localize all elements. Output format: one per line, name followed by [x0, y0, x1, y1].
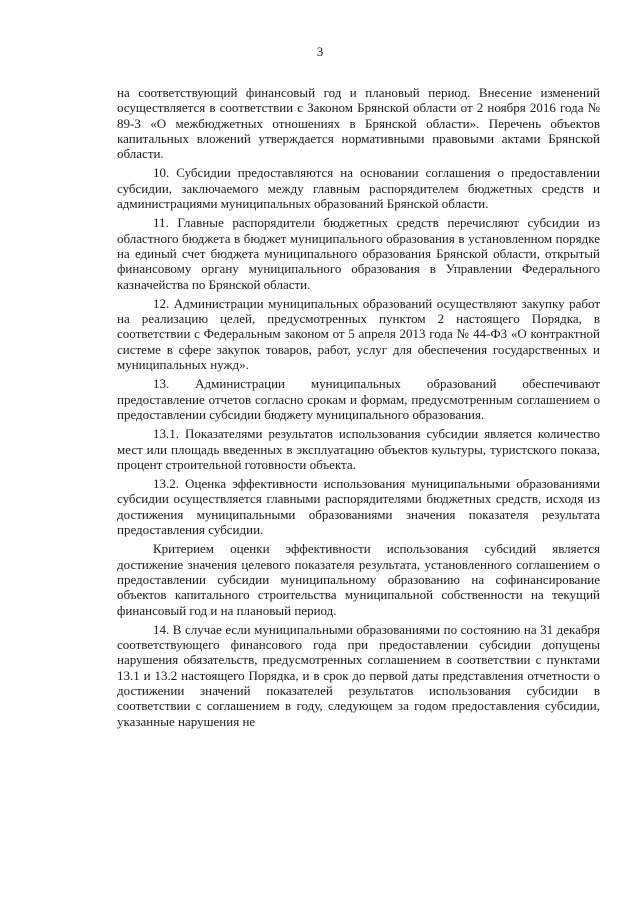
paragraph-13: 13. Администрации муниципальных образований обеспечивают предоставление отчетов согласно срокам и формам, предусмотренным соглашением о предоставлении субсидии бюджету муниципального образования. — [117, 376, 600, 422]
paragraph-14: 14. В случае если муниципальными образованиями по состоянию на 31 декабря соответствующего финансового года при предоставлении субсидии допущены нарушения обязательств, предусмотренных соглашением в соответствии с пунктами 13.1 и 13.2 настоящего Порядка, и в срок до первой даты представления отчетности о достижении значений показателей результатов использования субсидии в соответствии с соглашением в году, следующем за годом предоставления субсидии, указанные нарушения не — [117, 621, 600, 729]
paragraph-criterion: Критерием оценки эффективности использования субсидий является достижение значения целевого показателя результата, установленного соглашением о предоставлении субсидии муниципальному образованию на софинансирование объектов капитального строительства муниципальной собственности на текущий финансовый год и на плановый период. — [117, 541, 600, 618]
paragraph-continuation: на соответствующий финансовый год и плановый период. Внесение изменений осуществляется в соответствии с Законом Брянской области от 2 ноября 2016 года № 89-З «О межбюджетных отношениях в Брянской области». Перечень объектов капитальных вложений утверждается нормативными правовыми актами Брянской области. — [117, 85, 600, 162]
page-number: 3 — [316, 44, 324, 59]
paragraph-11: 11. Главные распорядители бюджетных средств перечисляют субсидии из областного бюджета в бюджет муниципального образования в установленном порядке на единый счет бюджета муниципального образования Брянской области, открытый финансовому органу муниципального образования в Управлении Федерального казначейства по Брянской области. — [117, 215, 600, 292]
paragraph-13-2: 13.2. Оценка эффективности использования муниципальными образованиями субсидии осуществляется главными распорядителями бюджетных средств, исходя из достижения муниципальными образованиями значения показателя результата предоставления субсидии. — [117, 476, 600, 538]
paragraph-12: 12. Администрации муниципальных образований осуществляют закупку работ на реализацию целей, предусмотренных пунктом 2 настоящего Порядка, в соответствии с Федеральным законом от 5 апреля 2013 года № 44-ФЗ «О контрактной системе в сфере закупок товаров, работ, услуг для обеспечения государственных и муниципальных нужд». — [117, 295, 600, 373]
paragraph-13-1: 13.1. Показателями результатов использования субсидии является количество мест или площадь введенных в эксплуатацию объектов культуры, туристского показа, процент строительной готовности объекта. — [117, 426, 600, 472]
document-body — [117, 85, 600, 733]
paragraph-10: 10. Субсидии предоставляются на основании соглашения о предоставлении субсидии, заключаемого между главным распорядителем бюджетных средств и администрациями муниципальных образований Брянской области. — [117, 165, 600, 212]
